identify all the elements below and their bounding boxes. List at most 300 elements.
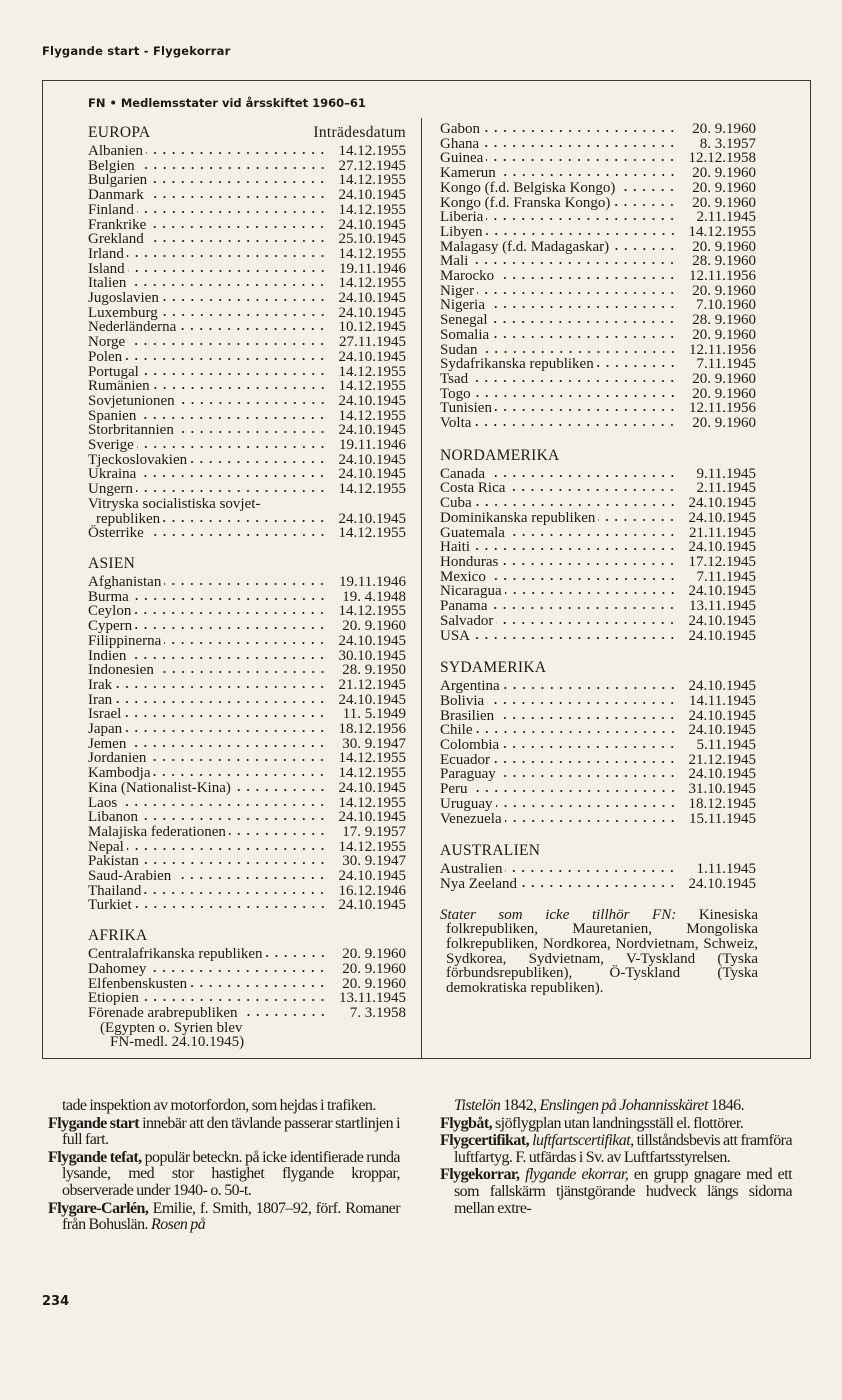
dot-leader [147,533,327,537]
admission-date: 24.10.1945 [338,422,406,439]
admission-date: 5.11.1945 [696,737,756,754]
body-text-left-column [48,1098,400,1235]
dot-leader [613,203,677,207]
member-row [440,372,756,387]
member-row [88,840,406,855]
member-row [440,313,756,328]
member-row [88,737,406,752]
member-row [88,467,406,482]
country-name: Filippinerna [88,632,162,649]
country-name: Kamerun [440,165,496,182]
admission-date: 19.11.1946 [339,260,406,277]
country-name: Guatemala [440,524,505,541]
admission-date: 20. 9.1960 [692,370,756,387]
dot-leader [496,621,677,625]
entry-text: Emilie, f. Smith, 1807–92, förf. Romaner från Bohuslän. [62,1199,400,1234]
dot-leader [127,847,327,851]
country-name: Dominikanska republiken [440,509,596,526]
dot-leader [486,217,677,221]
country-name: Pakistan [88,853,139,870]
admission-date: 7. 3.1958 [349,1004,406,1021]
dictionary-entry [48,1150,400,1200]
entry-headword: Flygbåt, [440,1114,493,1132]
country-name: Brasilien [440,707,495,724]
dot-leader [177,430,327,434]
table-border-top [42,80,810,81]
dot-leader [125,357,327,361]
admission-date: 24.10.1945 [338,691,406,708]
member-row [88,262,406,277]
country-name: Indonesien [88,662,154,679]
dot-leader [482,144,677,148]
dot-leader [497,716,677,720]
member-row [440,599,756,614]
admission-date: 14.12.1955 [338,603,406,620]
admission-date: 27.12.1945 [338,157,406,174]
entry-text: 1842, [500,1097,540,1114]
admission-date: 8. 3.1957 [699,135,756,152]
table-column-left [88,122,406,1050]
member-row [88,379,406,394]
member-row [88,663,406,678]
country-name: Storbritannien [88,422,174,439]
dot-leader [190,460,327,464]
country-name: republiken [96,510,161,527]
entry-headword: Flygande tefat, [48,1148,142,1166]
dot-leader [146,151,327,155]
member-row [88,203,406,218]
admission-date: 14.12.1955 [338,275,406,292]
country-name: Liberia [440,209,484,226]
member-row [88,962,406,977]
admission-date: 24.10.1945 [688,495,756,512]
member-row [440,511,756,526]
dot-leader [147,239,327,243]
region-section [440,840,756,891]
member-row [88,649,406,664]
admission-date: 24.10.1945 [338,216,406,233]
member-row [440,166,756,181]
dot-leader [137,210,327,214]
dot-leader [475,503,677,507]
dot-leader [134,611,327,615]
dot-leader [174,876,327,880]
admission-date: 24.10.1945 [338,632,406,649]
non-members-note [440,908,758,996]
dot-leader [476,730,678,734]
member-row [88,977,406,992]
table-column-right [440,122,756,996]
dot-leader [481,350,678,354]
member-row [88,306,406,321]
country-name: Portugal [88,363,139,380]
member-row [440,481,756,496]
entry-headword: Flygande start [48,1114,140,1132]
member-row [440,709,756,724]
dot-leader [471,789,678,793]
member-row [88,320,406,335]
admission-date: 24.10.1945 [688,875,756,892]
entry-headword: Flygare-Carlén, [48,1199,149,1217]
admission-date: 10.12.1945 [338,319,406,336]
country-name: Rumänien [88,378,150,395]
member-row [440,467,756,482]
admission-date: 24.10.1945 [338,510,406,527]
country-name: Nya Zeeland [440,875,518,892]
admission-date: 21.12.1945 [688,751,756,768]
admission-date: 19.11.1946 [339,437,406,454]
dot-leader [505,869,677,873]
admission-date: 14.11.1945 [689,692,756,709]
dot-leader [471,379,677,383]
country-name: Luxemburg [88,304,158,321]
table-border-left [42,80,43,1058]
entry-text: Rosen på [150,1216,206,1234]
country-name: Laos [88,794,118,811]
country-name: Venezuela [440,810,502,827]
country-name: Gabon [440,121,480,137]
region-section [88,122,406,541]
admission-date: 18.12.1945 [688,795,756,812]
member-row [440,181,756,196]
country-name: Norge [88,334,126,351]
country-name: Afghanistan [88,573,162,590]
member-row [88,173,406,188]
country-name: Albanien [88,143,143,159]
country-name: Thailand [88,882,142,899]
dot-leader [136,489,327,493]
country-name: Guinea [440,150,484,167]
dot-leader [128,269,327,273]
member-row [88,276,406,291]
dot-leader [501,562,677,566]
country-name: FN-medl. 24.10.1945) [110,1034,245,1051]
admission-date: 12.11.1956 [689,341,756,358]
dot-leader [142,372,327,376]
member-row [440,496,756,511]
dot-leader [496,804,678,808]
dot-leader [142,861,327,865]
country-name: Nederländerna [88,319,177,336]
table-title: FN • Medlemsstater vid årsskiftet 1960–61 [88,96,366,110]
member-row [88,707,406,722]
dictionary-entry [440,1098,792,1115]
section-heading [440,840,756,862]
region-section [440,657,756,826]
admission-date: 16.12.1946 [338,882,406,899]
dot-leader [164,582,327,586]
dot-leader [474,394,677,398]
admission-date: 24.10.1945 [338,304,406,321]
admission-date: 20. 9.1960 [342,618,406,635]
admission-date: 14.12.1955 [338,201,406,218]
admission-date: 20. 9.1960 [692,385,756,402]
country-name: Uruguay [440,795,493,812]
country-name: Salvador [440,612,494,629]
dot-leader [149,225,327,229]
member-row [440,862,756,877]
member-row [88,854,406,869]
running-head: Flygande start - Flygekorrar [42,44,231,58]
member-row [440,614,756,629]
member-row [88,796,406,811]
admission-date: 18.12.1956 [338,721,406,738]
admission-date: 14.12.1955 [338,143,406,159]
member-row [440,401,756,416]
admission-date: 21.11.1945 [689,524,756,541]
member-row [88,619,406,634]
country-name: Sudan [440,341,478,358]
admission-date: 19.11.1946 [339,573,406,590]
dot-leader [493,760,677,764]
dictionary-entry [48,1098,400,1115]
admission-date: 14.12.1955 [338,794,406,811]
dot-leader [132,597,327,601]
member-row [88,350,406,365]
country-name: Paraguay [440,766,496,783]
member-row [88,604,406,619]
entry-text: populär beteckn. på icke identifierade runda lysande, med stor hastighet flygande kroppar, observerade under 1940- o. 50-t. [62,1148,400,1199]
admission-date: 2.11.1945 [696,480,756,497]
admission-date: 21.12.1945 [338,676,406,693]
country-name: Honduras [440,553,499,570]
admission-date: 20. 9.1960 [692,326,756,343]
dot-leader [115,700,327,704]
country-name: Saud-Arabien [88,868,172,885]
dot-leader [474,423,677,427]
country-name: Jemen [88,735,127,752]
admission-date: 20. 9.1960 [692,238,756,255]
dictionary-entry [48,1201,400,1234]
country-name: Somalia [440,326,490,343]
dot-leader [229,832,327,836]
dot-leader [486,158,677,162]
country-name: Mali [440,253,469,270]
dot-leader [492,335,677,339]
member-row [440,254,756,269]
country-name: Burma [88,588,129,605]
admission-date: 20. 9.1960 [342,946,406,963]
member-row [88,423,406,438]
member-row [88,453,406,468]
admission-date: 14.12.1955 [338,172,406,189]
member-row [440,210,756,225]
admission-date: 20. 9.1960 [692,282,756,299]
country-name: Indien [88,647,127,664]
member-row [440,555,756,570]
member-row [88,232,406,247]
member-row [88,884,406,899]
member-row [88,781,406,796]
dot-leader [125,729,327,733]
admission-date: 24.10.1945 [338,897,406,914]
admission-date: 24.10.1945 [338,809,406,826]
member-row [440,797,756,812]
member-row [88,751,406,766]
table-border-bottom [42,1058,811,1059]
admission-date: 24.10.1945 [338,290,406,307]
column-header-date: Inträdesdatum [313,124,406,141]
member-row [88,810,406,825]
dot-leader [149,758,327,762]
member-row [440,694,756,709]
dot-leader [489,577,677,581]
dot-leader [190,984,327,988]
admission-date: 30. 9.1947 [342,735,406,752]
member-row [440,343,756,358]
entry-text: flygande ekorrar, [525,1166,629,1184]
admission-date: 13.11.1945 [339,990,406,1007]
admission-date: 24.10.1945 [688,766,756,783]
dot-leader [129,744,327,748]
member-row [440,225,756,240]
admission-date: 14.12.1955 [338,407,406,424]
dot-leader [178,401,327,405]
member-row [88,766,406,781]
member-row [88,722,406,737]
admission-date: 24.10.1945 [688,678,756,695]
member-row [440,298,756,313]
country-name: Canada [440,465,485,482]
dot-leader [157,670,327,674]
member-row [88,497,406,512]
dot-leader [473,547,677,551]
entry-text: Enslingen på Johannisskäret [539,1097,708,1114]
country-name: Malajiska federationen [88,823,226,840]
country-name: Kongo (f.d. Franska Kongo) [440,194,611,211]
member-row [440,767,756,782]
country-name: Volta [440,415,472,432]
dot-leader [520,884,677,888]
dot-leader [505,819,677,823]
member-row [88,575,406,590]
dot-leader [139,474,327,478]
country-name: Centralafrikanska republiken [88,946,263,963]
region-section [440,445,756,643]
country-name: Ecuador [440,751,490,768]
country-name: Ukraina [88,466,137,483]
admission-date: 24.10.1945 [688,707,756,724]
admission-date: 12.11.1956 [689,400,756,417]
dot-leader [135,905,327,909]
admission-date: 20. 9.1960 [692,415,756,432]
country-name: Nepal [88,838,124,855]
member-row [440,122,756,137]
dot-leader [495,408,677,412]
admission-date: 13.11.1945 [689,598,756,615]
dot-leader [490,606,677,610]
admission-date: 28. 9.1960 [692,312,756,329]
table-border-right [810,80,811,1058]
admission-date: 14.12.1955 [338,525,406,542]
non-members-label: Stater som icke tillhör FN: [440,906,677,923]
country-name: Jugoslavien [88,290,159,307]
country-name: Ungern [88,481,133,498]
country-name: Bolivia [440,692,485,709]
dot-leader [483,129,677,133]
dot-leader [129,283,327,287]
country-name: Colombia [440,737,500,754]
admission-date: 27.11.1945 [339,334,406,351]
region-name: ASIEN [88,554,136,572]
dot-leader [502,745,677,749]
member-row [440,753,756,768]
admission-date: 9.11.1945 [696,465,756,482]
country-name: Förenade arabrepubliken [88,1004,238,1021]
dot-leader [147,195,327,199]
member-row [440,679,756,694]
country-name: Irland [88,245,124,262]
country-name: Cuba [440,495,472,512]
country-name: Island [88,260,125,277]
country-name: USA [440,627,471,644]
member-row [88,869,406,884]
member-row [88,188,406,203]
dot-leader [139,416,327,420]
country-name: Sovjetunionen [88,392,175,409]
dot-leader [471,261,677,265]
country-name: Frankrike [88,216,147,233]
member-row [88,482,406,497]
member-row [440,526,756,541]
entry-text: 1846. [707,1097,745,1114]
country-name: Iran [88,691,113,708]
admission-date: 7.11.1945 [696,568,756,585]
admission-date: 24.10.1945 [688,612,756,629]
entry-headword: Flygcertifikat, [440,1132,530,1150]
country-name: Argentina [440,678,500,695]
country-name: Finland [88,201,134,218]
member-row [88,991,406,1006]
member-row [440,387,756,402]
admission-date: 24.10.1945 [338,779,406,796]
entry-text: sjöflygplan utan landningsställ el. flottörer. [492,1114,744,1132]
country-name: Irak [88,676,113,693]
member-row [440,723,756,738]
dot-leader [135,626,327,630]
body-text-right-column [440,1098,792,1218]
admission-date: 15.11.1945 [689,810,756,827]
column-divider [421,118,422,1058]
admission-date: 25.10.1945 [338,231,406,248]
country-name: Dahomey [88,960,147,977]
country-name: Mexico [440,568,486,585]
country-name: Grekland [88,231,144,248]
country-name: Marocko [440,268,495,285]
dictionary-entry [440,1116,792,1133]
country-name: Togo [440,385,471,402]
admission-date: 14.12.1955 [338,765,406,782]
member-row [88,526,406,541]
dot-leader [153,773,327,777]
dot-leader [234,788,327,792]
dot-leader [508,533,677,537]
admission-date: 24.10.1945 [688,539,756,556]
member-row [88,1021,406,1036]
member-row [88,590,406,605]
dot-leader [488,474,677,478]
page-number: 234 [42,1294,70,1309]
member-row [440,137,756,152]
admission-date: 14.12.1955 [688,223,756,240]
country-name: Tsad [440,370,469,387]
dot-leader [486,232,678,236]
dot-leader [488,305,677,309]
member-row [88,438,406,453]
dot-leader [129,656,327,660]
admission-date: 20. 9.1960 [692,179,756,196]
dot-leader [266,954,327,958]
